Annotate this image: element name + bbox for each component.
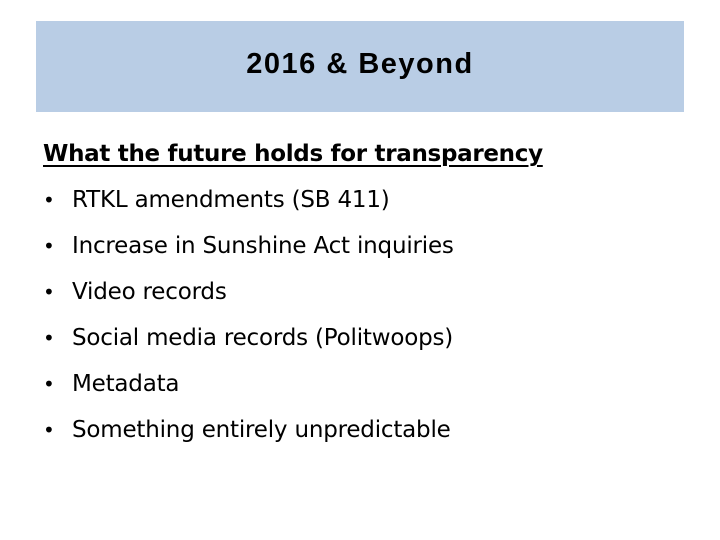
bullet-item-metadata [43,361,683,407]
bullet-icon: • [43,372,55,396]
bullet-text: Social media records (Politwoops) [72,325,454,351]
bullet-list [43,177,683,453]
bullet-text: Metadata [72,371,180,397]
bullet-text: Video records [72,279,227,305]
bullet-icon: • [43,188,55,212]
bullet-icon: • [43,234,55,258]
bullet-item-social-media [43,315,683,361]
bullet-icon: • [43,280,55,304]
bullet-item-sunshine-act [43,223,683,269]
bullet-item-video-records [43,269,683,315]
bullet-text: Increase in Sunshine Act inquiries [72,233,454,259]
slide-body [43,131,683,453]
bullet-item-rtkl-amendments [43,177,683,223]
bullet-text: RTKL amendments (SB 411) [72,187,390,213]
slide-title: 2016 & Beyond [246,48,474,80]
section-heading: What the future holds for transparency [43,141,543,167]
bullet-icon: • [43,326,55,350]
title-banner [36,21,684,112]
bullet-icon: • [43,418,55,442]
bullet-text: Something entirely unpredictable [72,417,451,443]
bullet-item-unpredictable [43,407,683,453]
